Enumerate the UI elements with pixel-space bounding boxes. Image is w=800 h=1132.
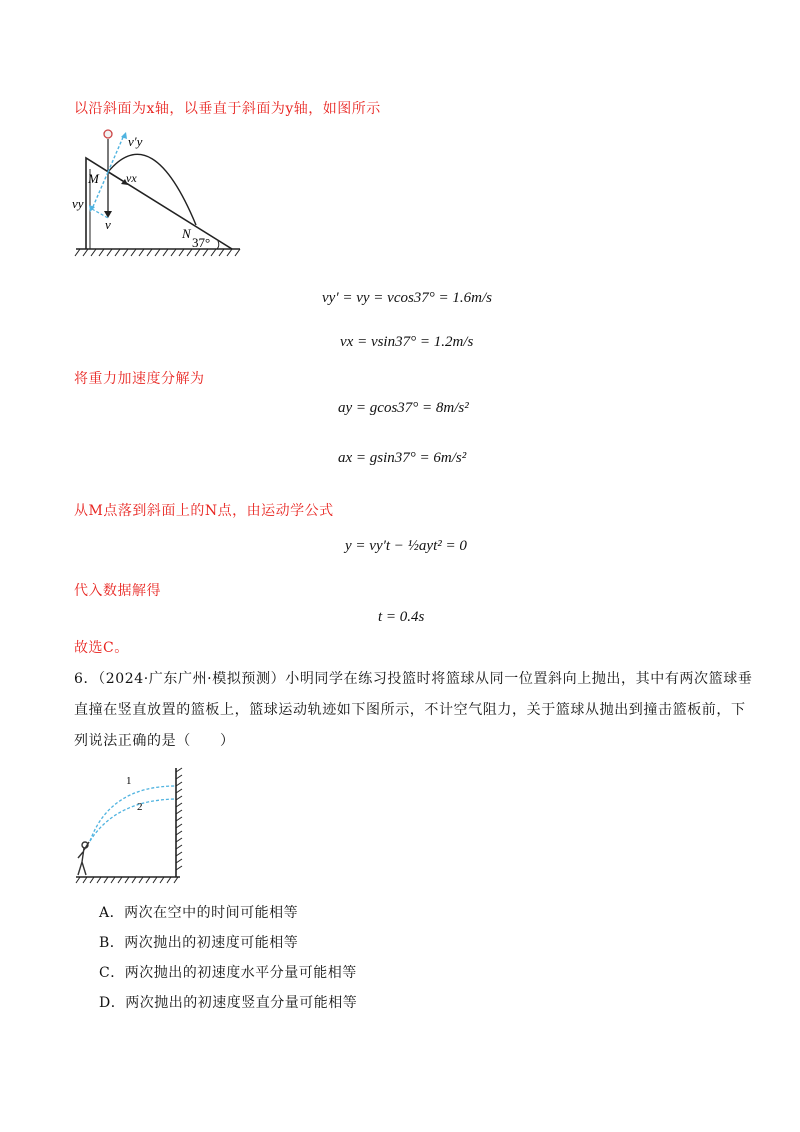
label-vx: vx: [126, 171, 137, 185]
equation-time: t = 0.4s: [378, 609, 425, 625]
label-M: M: [88, 171, 99, 186]
label-v: v: [105, 217, 111, 232]
decompose-text: 将重力加速度分解为: [74, 371, 205, 387]
trajectory: [108, 154, 196, 225]
trajectory-2: [90, 799, 176, 841]
equation-ax: ax = gsin37° = 6m/s²: [338, 450, 467, 466]
equation-vy: vy′ = vy = vcos37° = 1.6m/s: [322, 290, 493, 306]
option-b[interactable]: B．两次抛出的初速度可能相等: [99, 935, 299, 951]
incline-figure: [70, 125, 250, 260]
ball: [104, 130, 112, 138]
wall-hatching: [176, 768, 182, 870]
label-N: N: [182, 226, 191, 241]
equation-vx: vx = vsin37° = 1.2m/s: [340, 334, 474, 350]
ground-hatching: [75, 249, 240, 256]
substitute-text: 代入数据解得: [74, 583, 161, 599]
equation-displacement: y = vy′t − ½ayt² = 0: [345, 538, 467, 554]
option-d[interactable]: D．两次抛出的初速度竖直分量可能相等: [99, 995, 358, 1011]
equation-ay: ay = gcos37° = 8m/s²: [338, 400, 469, 416]
basketball-figure: [72, 762, 187, 887]
vy-prime-dashed: [108, 135, 124, 172]
label-path-2: 2: [137, 801, 143, 813]
kinematics-text: 从M点落到斜面上的N点，由运动学公式: [74, 503, 334, 519]
question-6-text: 6．（2024·广东广州·模拟预测）小明同学在练习投篮时将篮球从同一位置斜向上抛出，其中有两次篮球垂直撞在竖直放置的篮板上，篮球运动轨迹如下图所示，不计空气阻力，关于篮球从抛出到撞击篮板前，下列说法正确的是（ ）: [74, 671, 753, 749]
ground-hatching: [76, 877, 178, 883]
label-path-1: 1: [126, 775, 132, 787]
option-a[interactable]: A．两次在空中的时间可能相等: [99, 905, 299, 921]
trajectory-1: [90, 786, 176, 841]
label-vy: vy: [72, 196, 84, 211]
solution-intro: 以沿斜面为x轴，以垂直于斜面为y轴，如图所示: [74, 101, 381, 117]
label-angle: 37°: [192, 235, 211, 250]
option-c[interactable]: C．两次抛出的初速度水平分量可能相等: [99, 965, 357, 981]
label-vy-prime: v′y: [128, 134, 143, 149]
answer-text: 故选C。: [74, 640, 129, 656]
player-figure: [78, 842, 89, 875]
